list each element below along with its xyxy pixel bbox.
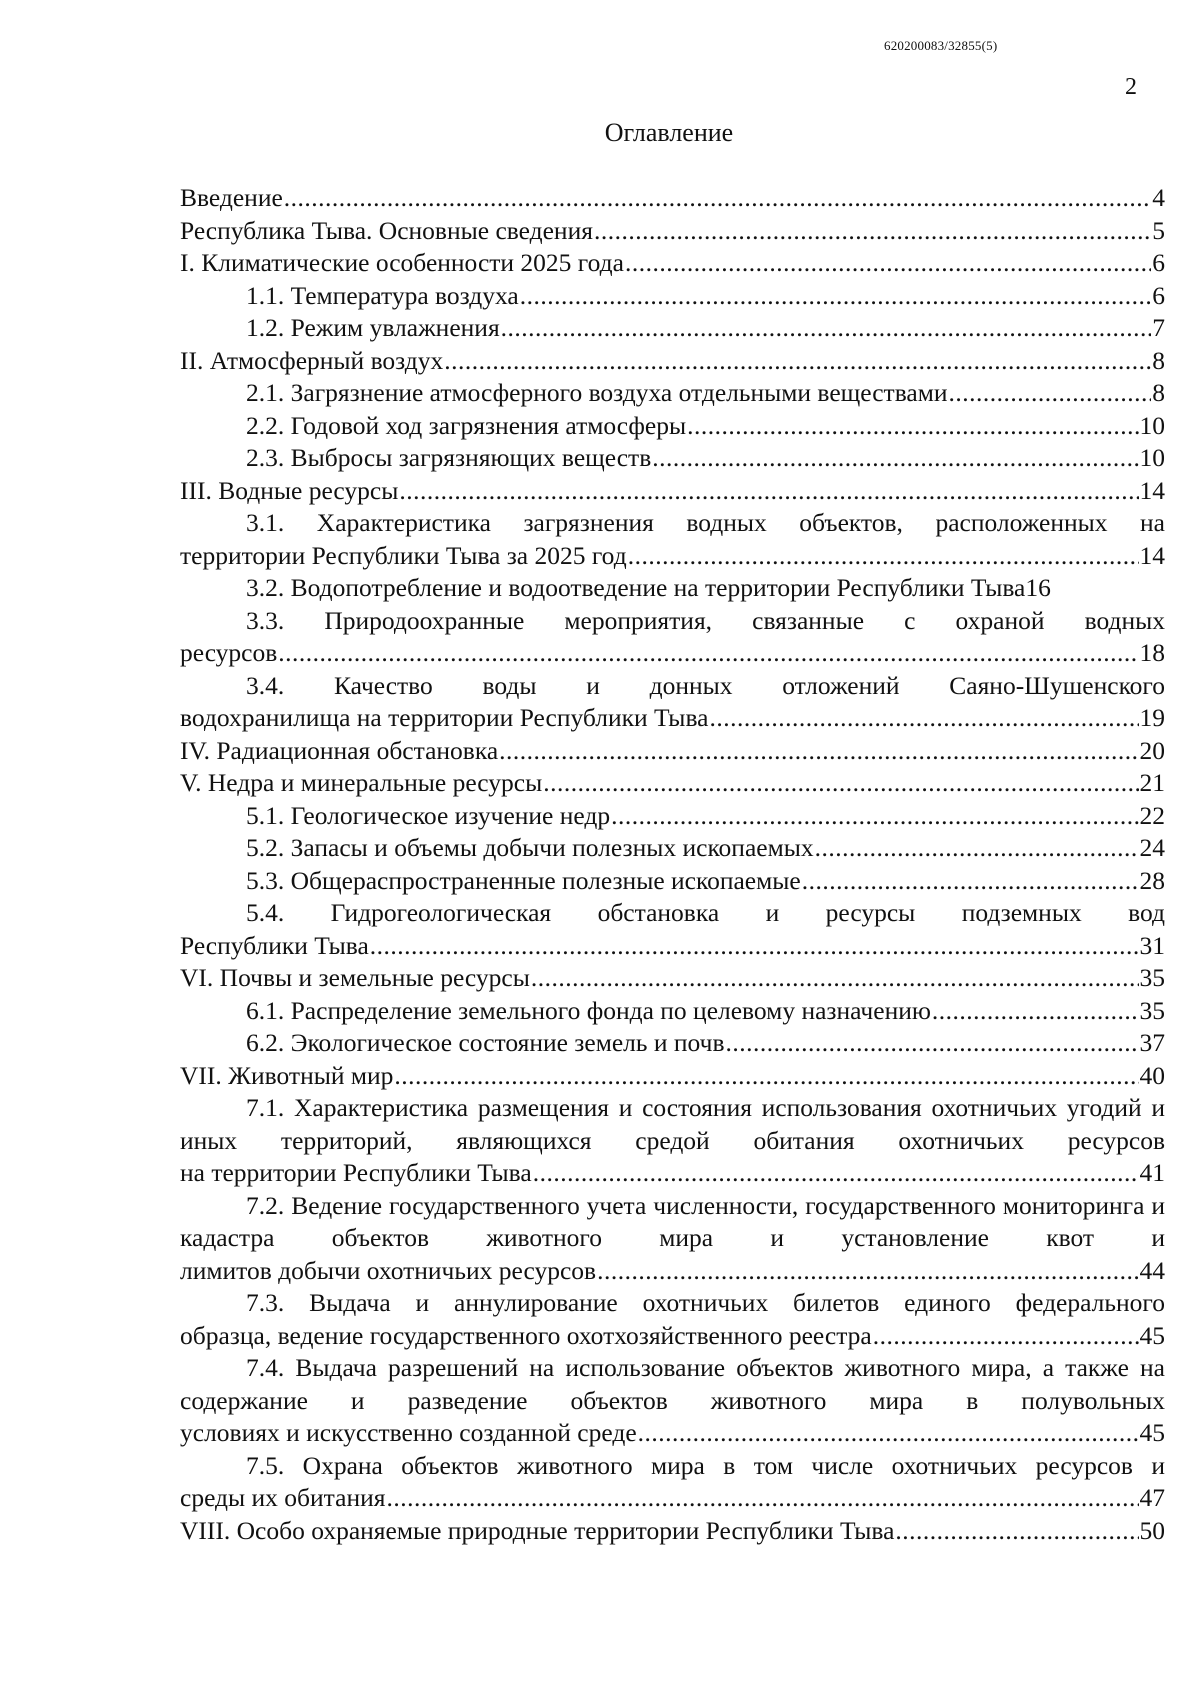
- toc-entry[interactable]: [180, 1060, 1165, 1093]
- toc-entry-label: 2.2. Годовой ход загрязнения атмосферы: [246, 410, 687, 440]
- toc-page-number: 44: [1139, 1255, 1165, 1285]
- leader-dots: [501, 312, 1152, 345]
- toc-page-number: 20: [1139, 735, 1165, 765]
- toc-entry[interactable]: [180, 377, 1165, 410]
- toc-entry[interactable]: [180, 475, 1165, 508]
- toc-entry[interactable]: 3.2. Водопотребление и водоотведение на территории Республики Тыва16: [246, 573, 1051, 602]
- leader-dots: [399, 475, 1138, 508]
- toc-entry[interactable]: [180, 280, 1165, 313]
- toc-entry-label: 1.1. Температура воздуха: [246, 280, 519, 310]
- toc-entry-label: 1.2. Режим увлажнения: [246, 313, 500, 342]
- toc-page-number: 45: [1139, 1418, 1165, 1447]
- toc-entry-label: образца, ведение государственного охотхозяйственного реестра: [180, 1320, 872, 1350]
- leader-dots: [628, 540, 1139, 573]
- toc-entry-label: Введение: [180, 183, 283, 212]
- toc-page-number: 24: [1139, 833, 1165, 862]
- leader-dots: [278, 637, 1138, 670]
- toc-entry[interactable]: [180, 345, 1165, 378]
- toc-entry-label: 6.1. Распределение земельного фонда по целевому назначению: [246, 995, 931, 1025]
- toc-entry-label: VII. Животный мир: [180, 1060, 394, 1090]
- toc-page-number: 35: [1139, 963, 1165, 992]
- toc-entry[interactable]: [180, 1092, 1165, 1190]
- leader-dots: [652, 442, 1138, 475]
- leader-dots: [709, 702, 1138, 735]
- leader-dots: [520, 280, 1152, 313]
- leader-dots: [949, 377, 1152, 410]
- toc-entry-label: на территории Республики Тыва: [180, 1158, 532, 1187]
- toc-page-number: 6: [1152, 248, 1165, 277]
- toc-page-number: 21: [1139, 768, 1165, 797]
- toc-entry[interactable]: [180, 1515, 1165, 1548]
- toc-page-number: 8: [1152, 378, 1165, 407]
- toc-entry-label: 5.1. Геологическое изучение недр: [246, 800, 611, 830]
- toc-entry[interactable]: [180, 312, 1165, 345]
- toc-page-number: 6: [1152, 280, 1165, 310]
- leader-dots: [499, 735, 1138, 768]
- leader-dots: [815, 832, 1139, 865]
- toc-page-number: 31: [1139, 930, 1165, 960]
- toc-page-number: 19: [1139, 703, 1165, 732]
- toc-entry[interactable]: [180, 1287, 1165, 1352]
- leader-dots: [625, 247, 1151, 280]
- leader-dots: [597, 1255, 1138, 1288]
- toc-page-number: 4: [1152, 183, 1165, 212]
- toc-entry-label: VIII. Особо охраняемые природные территории Республики Тыва: [180, 1515, 895, 1545]
- toc-page-number: 5: [1152, 215, 1165, 245]
- toc-entry-label: среды их обитания: [180, 1483, 386, 1512]
- toc-entry-label: лимитов добычи охотничьих ресурсов: [180, 1255, 597, 1285]
- toc-title: Оглавление: [604, 118, 734, 147]
- leader-dots: [895, 1515, 1138, 1548]
- leader-dots: [531, 962, 1139, 995]
- toc-entry-label: 2.3. Выбросы загрязняющих веществ: [246, 443, 652, 472]
- toc-entry-label: VI. Почвы и земельные ресурсы: [180, 963, 530, 992]
- toc-entry-heading: 7.3. Выдача и аннулирование охотничьих билетов единого федерального: [246, 1288, 1165, 1317]
- toc-entry[interactable]: [180, 832, 1165, 865]
- leader-dots: [444, 345, 1151, 378]
- toc-entry[interactable]: [180, 962, 1165, 995]
- toc-page-number: 47: [1139, 1483, 1165, 1512]
- toc-entry[interactable]: [180, 1352, 1165, 1450]
- toc-entry-label: Республика Тыва. Основные сведения: [180, 215, 593, 245]
- table-of-contents: [180, 182, 1165, 1547]
- toc-page-number: 22: [1139, 800, 1165, 830]
- leader-dots: [638, 1417, 1139, 1450]
- toc-entry-label: условиях и искусственно созданной среде: [180, 1418, 637, 1447]
- toc-entry-label: II. Атмосферный воздух: [180, 345, 444, 375]
- leader-dots: [370, 930, 1139, 963]
- toc-entry[interactable]: [180, 410, 1165, 443]
- leader-dots: [802, 865, 1139, 898]
- toc-page-number: 8: [1152, 345, 1165, 375]
- toc-entry[interactable]: [180, 735, 1165, 768]
- toc-page-number: 50: [1139, 1515, 1165, 1545]
- toc-entry-label: IV. Радиационная обстановка: [180, 735, 499, 765]
- toc-entry-label: I. Климатические особенности 2025 года: [180, 248, 624, 277]
- toc-page-number: 28: [1139, 865, 1165, 895]
- toc-page-number: 40: [1139, 1060, 1165, 1090]
- leader-dots: [873, 1320, 1139, 1353]
- leader-dots: [726, 1027, 1139, 1060]
- toc-entry-heading: 7.2. Ведение государственного учета численности, государственного мониторинга и кадастра объектов животного мира и установление квот и: [180, 1190, 1165, 1252]
- toc-page-number: 41: [1139, 1158, 1165, 1187]
- toc-entry-label: ресурсов: [180, 638, 278, 667]
- leader-dots: [611, 800, 1138, 833]
- toc-page-number: 10: [1139, 443, 1165, 472]
- toc-entry[interactable]: [180, 1190, 1165, 1288]
- leader-dots: [386, 1482, 1138, 1515]
- toc-entry-heading: 5.4. Гидрогеологическая обстановка и ресурсы подземных вод: [246, 898, 1165, 927]
- document-id: 620200083/32855(5): [884, 38, 998, 53]
- toc-entry-label: 5.3. Общераспространенные полезные ископаемые: [246, 865, 801, 895]
- toc-entry-label: водохранилища на территории Республики Тыва: [180, 703, 709, 732]
- leader-dots: [394, 1060, 1138, 1093]
- toc-entry-label: III. Водные ресурсы: [180, 475, 399, 505]
- toc-page-number: 14: [1139, 540, 1165, 570]
- page-number: 2: [1125, 74, 1137, 100]
- toc-entry[interactable]: [180, 442, 1165, 475]
- toc-entry-heading: 3.4. Качество воды и донных отложений Саяно-Шушенского: [246, 670, 1165, 700]
- toc-page-number: 45: [1139, 1320, 1165, 1350]
- toc-entry-heading: 7.5. Охрана объектов животного мира в том числе охотничьих ресурсов и: [246, 1450, 1165, 1480]
- toc-entry-label: 2.1. Загрязнение атмосферного воздуха отдельными веществами: [246, 378, 948, 407]
- leader-dots: [284, 182, 1151, 215]
- toc-page-number: 7: [1152, 313, 1165, 342]
- toc-entry[interactable]: [180, 1450, 1165, 1515]
- toc-entry[interactable]: [180, 247, 1165, 280]
- leader-dots: [932, 995, 1139, 1028]
- toc-entry[interactable]: [180, 767, 1165, 800]
- toc-entry[interactable]: [180, 182, 1165, 215]
- toc-entry-heading: 3.3. Природоохранные мероприятия, связанные с охраной водных: [246, 605, 1165, 635]
- leader-dots: [533, 1157, 1139, 1190]
- toc-entry-label: 6.2. Экологическое состояние земель и почв: [246, 1028, 725, 1057]
- toc-page-number: 37: [1139, 1028, 1165, 1057]
- toc-entry[interactable]: [180, 605, 1165, 670]
- toc-entry[interactable]: [180, 670, 1165, 735]
- toc-entry[interactable]: [180, 507, 1165, 572]
- leader-dots: [543, 767, 1138, 800]
- toc-entry-heading: 7.1. Характеристика размещения и состояния использования охотничьих угодий и иных территорий, являющихся средой обитания охотничьих ресурсов: [180, 1093, 1165, 1155]
- toc-page-number: 10: [1139, 410, 1165, 440]
- toc-entry[interactable]: [180, 1027, 1165, 1060]
- toc-entry-label: 5.2. Запасы и объемы добычи полезных ископаемых: [246, 833, 814, 862]
- toc-page-number: 18: [1139, 638, 1165, 667]
- toc-entry-label: территории Республики Тыва за 2025 год: [180, 540, 627, 570]
- toc-entry[interactable]: [180, 865, 1165, 898]
- toc-entry[interactable]: [180, 800, 1165, 833]
- toc-page-number: 35: [1139, 995, 1165, 1025]
- leader-dots: [594, 215, 1151, 248]
- toc-entry[interactable]: [180, 897, 1165, 962]
- toc-entry[interactable]: [180, 215, 1165, 248]
- toc-entry-label: Республики Тыва: [180, 930, 369, 960]
- toc-entry[interactable]: [180, 995, 1165, 1028]
- toc-entry-label: V. Недра и минеральные ресурсы: [180, 768, 543, 797]
- toc-page-number: 14: [1139, 475, 1165, 505]
- leader-dots: [687, 410, 1138, 443]
- toc-entry-heading: 3.1. Характеристика загрязнения водных объектов, расположенных на: [246, 508, 1165, 537]
- toc-entry-heading: 7.4. Выдача разрешений на использование объектов животного мира, а также на содержание и разведение объектов животного мира в полувольных: [180, 1353, 1165, 1415]
